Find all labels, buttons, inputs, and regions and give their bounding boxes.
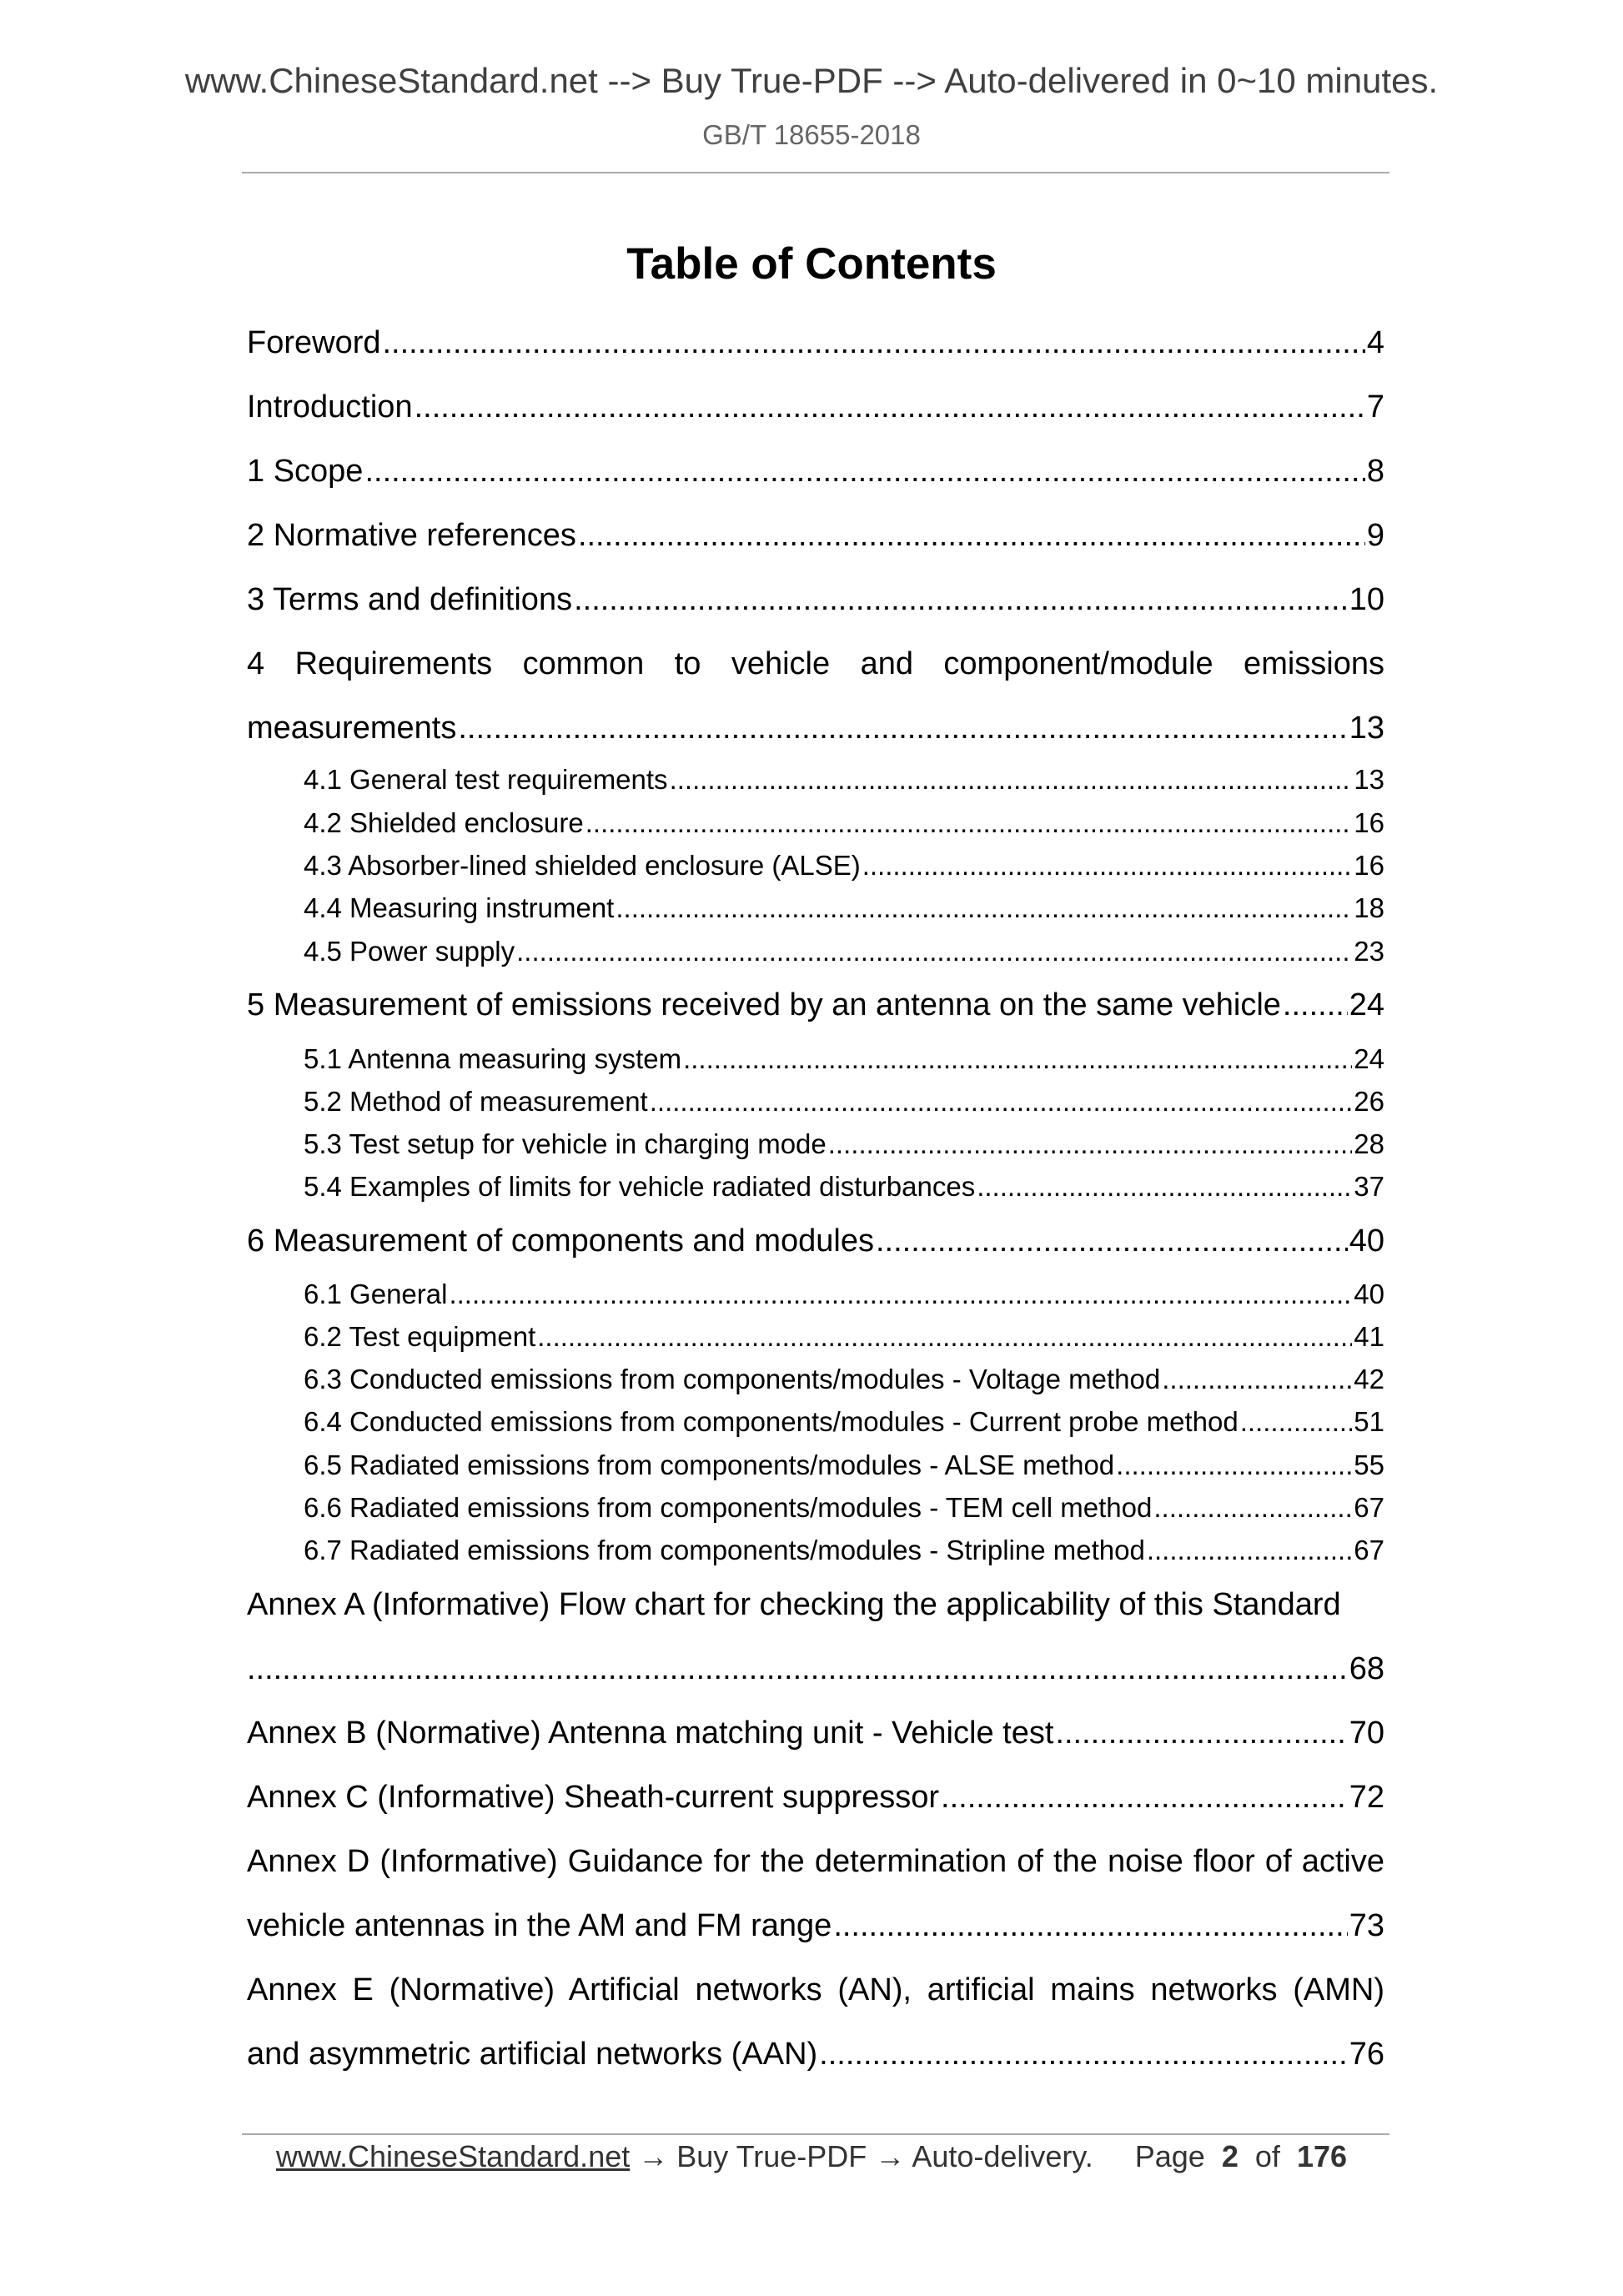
toc-entry-label: 4.1 General test requirements (304, 764, 668, 795)
toc-entry-section-6[interactable] (247, 1225, 1384, 1257)
toc-entry-page: 13 (1349, 711, 1384, 746)
toc-entry-label: vehicle antennas in the AM and FM range (247, 1908, 832, 1943)
toc-entry-label: 5.2 Method of measurement (304, 1086, 648, 1117)
toc-entry-6-4[interactable] (304, 1408, 1384, 1435)
toc-entry-page: 42 (1354, 1364, 1384, 1394)
toc-entry-page: 16 (1354, 850, 1384, 881)
toc-entry-6-3[interactable] (304, 1365, 1384, 1393)
toc-entry-label: Introduction (247, 389, 413, 425)
toc-entry-foreword[interactable] (247, 327, 1384, 359)
toc-entry-label: 1 Scope (247, 454, 364, 489)
toc-entry-annex-a[interactable] (247, 1653, 1384, 1685)
toc-entry-requirements[interactable] (247, 712, 1384, 744)
toc-entry-page: 16 (1354, 807, 1384, 838)
toc-entry-annex-b[interactable] (247, 1717, 1384, 1749)
toc-entry-page: 70 (1349, 1716, 1384, 1751)
toc-entry-label: 6.4 Conducted emissions from components/modules - Current probe method (304, 1406, 1239, 1437)
toc-entry-label: 4.3 Absorber-lined shielded enclosure (ALSE) (304, 850, 861, 881)
toc-entry-label: 6.3 Conducted emissions from components/modules - Voltage method (304, 1364, 1161, 1394)
toc-entry-4-5[interactable] (304, 937, 1384, 965)
toc-entry-label: 4.5 Power supply (304, 936, 515, 967)
toc-entry-6-6[interactable] (304, 1494, 1384, 1521)
page-footer (0, 2139, 1623, 2173)
toc-entry-annex-e-line1[interactable]: Annex E (Normative) Artificial networks (AN), artificial mains networks (AMN) (247, 1972, 1384, 2007)
toc-entry-label: 6.5 Radiated emissions from components/modules - ALSE method (304, 1449, 1115, 1480)
footer-page-current: 2 (1221, 2139, 1239, 2173)
toc-entry-5-4[interactable] (304, 1173, 1384, 1200)
document-number: GB/T 18655-2018 (702, 119, 921, 150)
footer-page-word: Page (1134, 2139, 1205, 2173)
toc-entry-label: 6.2 Test equipment (304, 1321, 536, 1352)
toc-entry-page: 24 (1349, 987, 1384, 1022)
toc-entry-label: and asymmetric artificial networks (AAN) (247, 2037, 818, 2072)
toc-entry-page: 28 (1354, 1128, 1384, 1159)
toc-entry-4-3[interactable] (304, 852, 1384, 879)
toc-entry-page: 9 (1366, 518, 1384, 553)
toc-entry-page: 18 (1354, 892, 1384, 923)
footer-of-word: of (1254, 2139, 1280, 2173)
toc-entry-label: 6 Measurement of components and modules (247, 1223, 874, 1259)
toc-entry-annex-a-line1[interactable]: Annex A (Informative) Flow chart for checking the applicability of this Standard (247, 1587, 1341, 1622)
toc-entry-terms-definitions[interactable] (247, 584, 1384, 615)
toc-entry-6-5[interactable] (304, 1451, 1384, 1479)
toc-entry-label: 5 Measurement of emissions received by an antenna on the same vehicle (247, 987, 1281, 1022)
toc-entry-annex-d[interactable] (247, 1910, 1384, 1942)
toc-entry-label: 5.1 Antenna measuring system (304, 1043, 682, 1074)
footer-buy-text: → Buy True-PDF → Auto-delivery. (630, 2139, 1093, 2173)
toc-entry-4-1[interactable] (304, 766, 1384, 793)
toc-entry-page: 23 (1354, 936, 1384, 967)
toc-entry-page: 67 (1354, 1535, 1384, 1565)
toc-entry-page: 51 (1354, 1406, 1384, 1437)
footer-divider (242, 2133, 1389, 2135)
toc-entry-page: 67 (1354, 1492, 1384, 1523)
page-title: Table of Contents (626, 239, 997, 289)
toc-entry-4-2[interactable] (304, 809, 1384, 837)
toc-entry-page: 55 (1354, 1449, 1384, 1480)
toc-entry-label: measurements (247, 711, 457, 746)
toc-entry-page: 24 (1354, 1043, 1384, 1074)
toc-entry-requirements-line1[interactable]: 4 Requirements common to vehicle and component/module emissions (247, 646, 1384, 681)
toc-entry-label: 3 Terms and definitions (247, 582, 573, 617)
toc-entry-page: 73 (1349, 1908, 1384, 1943)
toc-entry-label: 5.4 Examples of limits for vehicle radiated disturbances (304, 1171, 976, 1202)
toc-entry-page: 40 (1349, 1223, 1384, 1259)
toc-entry-label: 5.3 Test setup for vehicle in charging mode (304, 1128, 827, 1159)
toc-entry-6-7[interactable] (304, 1536, 1384, 1564)
toc-entry-5-3[interactable] (304, 1130, 1384, 1158)
toc-entry-page: 72 (1349, 1780, 1384, 1815)
toc-entry-page: 4 (1366, 325, 1384, 360)
toc-entry-page: 13 (1354, 764, 1384, 795)
toc-entry-page: 76 (1349, 2037, 1384, 2072)
toc-entry-page: 40 (1354, 1279, 1384, 1309)
footer-site-link[interactable]: www.ChineseStandard.net (275, 2139, 631, 2173)
toc-entry-page: 7 (1366, 389, 1384, 425)
toc-entry-label: 2 Normative references (247, 518, 576, 553)
toc-entry-6-2[interactable] (304, 1323, 1384, 1350)
toc-entry-page: 26 (1354, 1086, 1384, 1117)
toc-entry-section-5[interactable] (247, 989, 1384, 1021)
toc-entry-introduction[interactable] (247, 391, 1384, 423)
toc-entry-label: 6.7 Radiated emissions from components/modules - Stripline method (304, 1535, 1145, 1565)
toc-entry-page: 41 (1354, 1321, 1384, 1352)
toc-entry-6-1[interactable] (304, 1280, 1384, 1308)
toc-entry-label: 4.2 Shielded enclosure (304, 807, 584, 838)
toc-entry-page: 37 (1354, 1171, 1384, 1202)
footer-page-total: 176 (1296, 2139, 1348, 2173)
toc-entry-normative-references[interactable] (247, 520, 1384, 551)
toc-entry-label: 4.4 Measuring instrument (304, 892, 615, 923)
toc-entry-5-2[interactable] (304, 1088, 1384, 1115)
toc-entry-annex-c[interactable] (247, 1781, 1384, 1813)
toc-entry-4-4[interactable] (304, 894, 1384, 922)
toc-entry-label: Annex C (Informative) Sheath-current suppressor (247, 1780, 940, 1815)
toc-entry-label: 6.1 General (304, 1279, 448, 1309)
toc-entry-page: 10 (1349, 582, 1384, 617)
toc-entry-label: Foreword (247, 325, 381, 360)
toc-entry-5-1[interactable] (304, 1045, 1384, 1073)
toc-entry-annex-d-line1[interactable]: Annex D (Informative) Guidance for the determination of the noise floor of active (247, 1844, 1384, 1879)
toc-entry-page: 8 (1366, 454, 1384, 489)
toc-entry-label: Annex B (Normative) Antenna matching unit - Vehicle test (247, 1716, 1054, 1751)
header-banner: www.ChineseStandard.net --> Buy True-PDF --> Auto-delivered in 0~10 minutes. (184, 61, 1439, 100)
toc-entry-page: 68 (1349, 1651, 1384, 1686)
toc-entry-label: 6.6 Radiated emissions from components/modules - TEM cell method (304, 1492, 1153, 1523)
toc-entry-annex-e[interactable] (247, 2038, 1384, 2070)
toc-entry-scope[interactable] (247, 455, 1384, 487)
